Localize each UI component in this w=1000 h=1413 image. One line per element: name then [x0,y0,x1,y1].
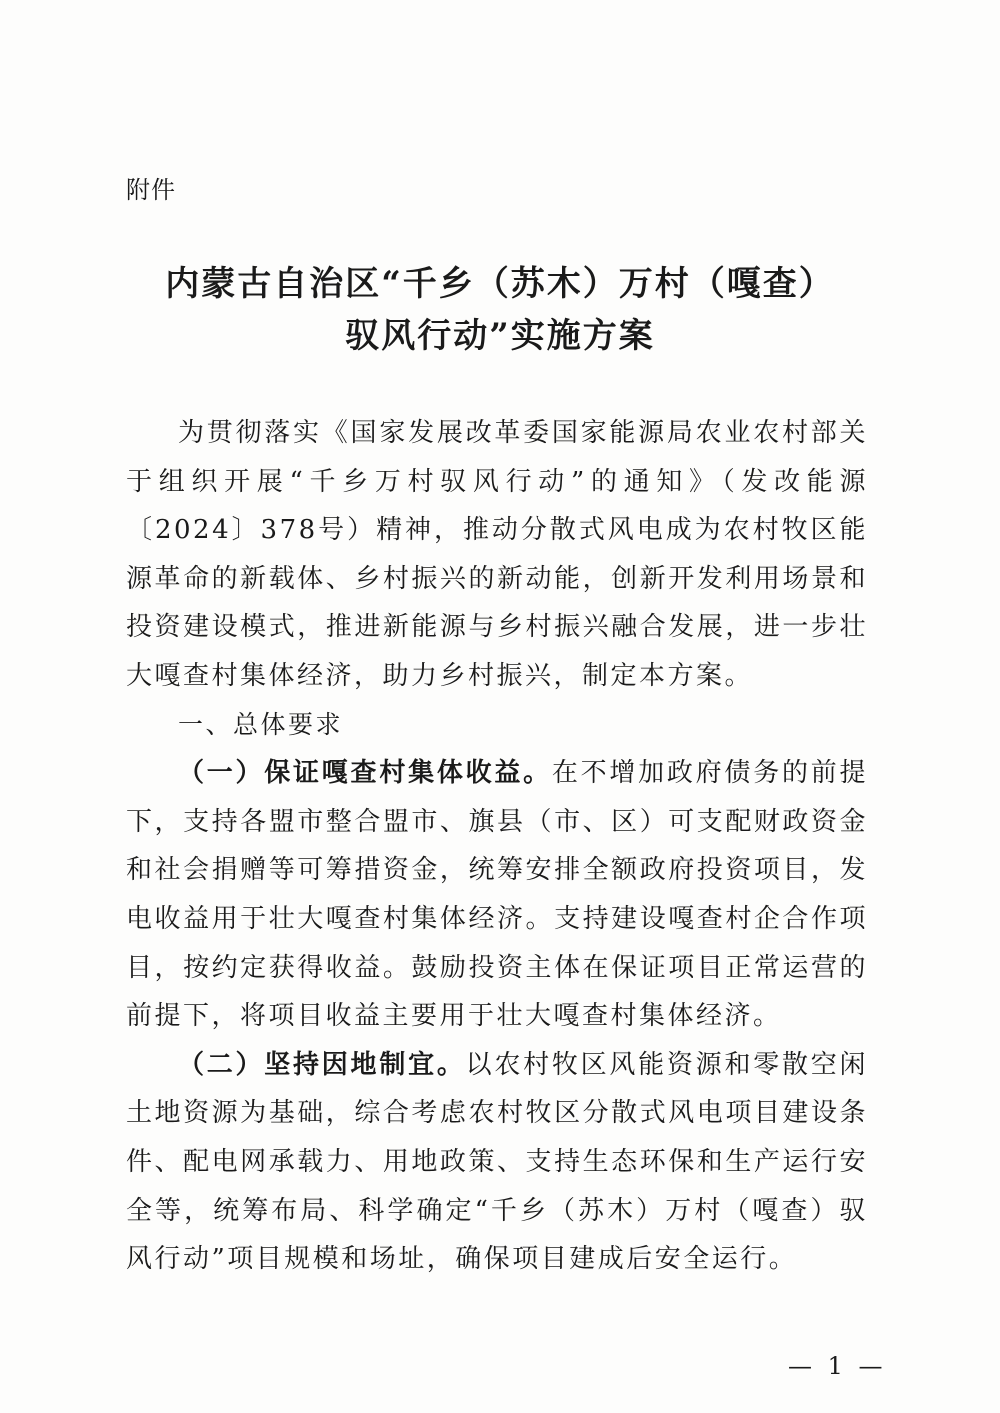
intro-paragraph: 为贯彻落实《国家发展改革委国家能源局农业农村部关于组织开展“千乡万村驭风行动”的通知》（发改能源〔2024〕378号）精神，推动分散式风电成为农村牧区能源革命的新载体、乡村振兴的新动能，创新开发利用场景和投资建设模式，推进新能源与乡村振兴融合发展，进一步壮大嘎查村集体经济，助力乡村振兴，制定本方案。 [126,418,868,691]
page-number: — 1 — [788,1352,887,1380]
attachment-label: 附件 [126,176,176,204]
title-line-1: 内蒙古自治区“千乡（苏木）万村（嘎查） [165,264,835,304]
section-item-2 [126,1041,868,1284]
item-1-text: 在不增加政府债务的前提下，支持各盟市整合盟市、旗县（市、区）可支配财政资金和社会捐赠等可筹措资金，统筹安排全额政府投资项目，发电收益用于壮大嘎查村集体经济。支持建设嘎查村企合作项目，按约定获得收益。鼓励投资主体在保证项目正常运营的前提下，将项目收益主要用于壮大嘎查村集体经济。 [126,758,868,1032]
item-2-lead: （二）坚持因地制宜。 [178,1049,466,1080]
section-item-1 [126,749,868,1041]
item-1-lead: （一）保证嘎查村集体收益。 [178,758,552,789]
document-body [126,409,868,1284]
document-title [100,258,900,362]
item-2-text: 以农村牧区风能资源和零散空闲土地资源为基础，综合考虑农村牧区分散式风电项目建设条件、配电网承载力、用地政策、支持生态环保和生产运行安全等，统筹布局、科学确定“千乡（苏木）万村（嘎查）驭风行动”项目规模和场址，确保项目建成后安全运行。 [126,1049,868,1275]
title-line-2: 驭风行动”实施方案 [345,316,655,356]
section-heading: 一、总体要求 [178,709,344,739]
